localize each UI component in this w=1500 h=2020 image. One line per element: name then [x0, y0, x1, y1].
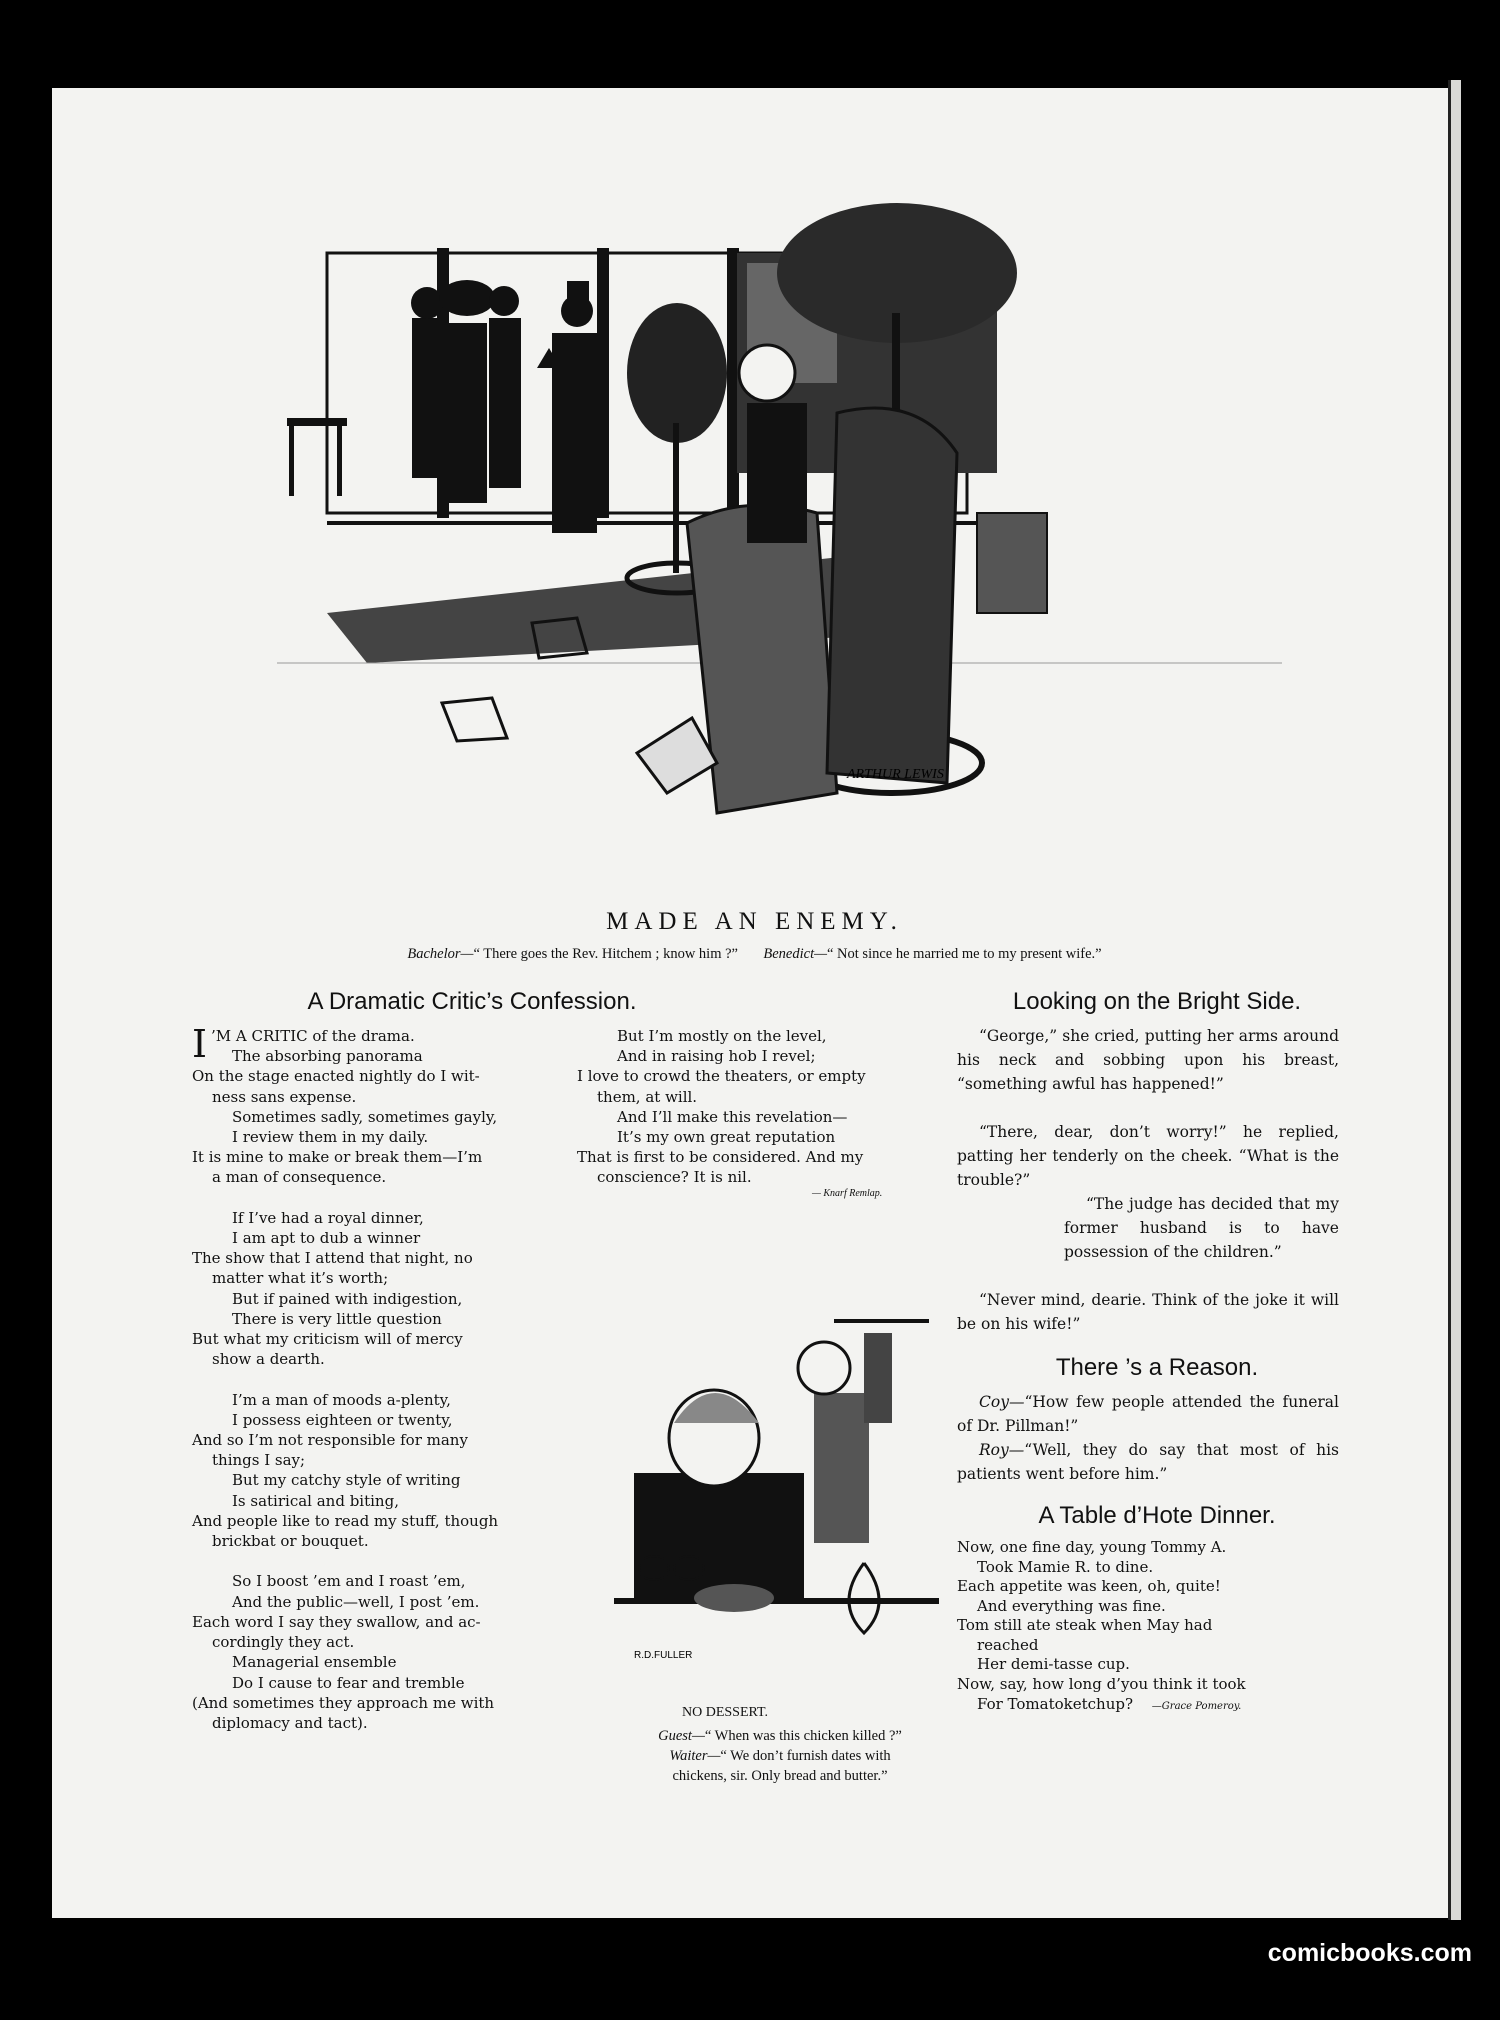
poem-col1-text: [192, 1189, 197, 1207]
poem-col1-line: [192, 1309, 492, 1329]
poem-col1-text: If I’ve had a royal dinner,: [232, 1208, 424, 1227]
dhote-text: Tom still ate steak when May had: [957, 1616, 1213, 1634]
line-bachelor: “ There goes the Rev. Hitchem ; know him ?”: [473, 946, 738, 962]
poem-col1-line: [192, 1147, 492, 1167]
poem-col1-line: [192, 1167, 492, 1187]
page-edge: [1448, 80, 1461, 1920]
dhote-text: Now, one fine day, young Tommy A.: [957, 1538, 1227, 1556]
table-dhote-title: A Table d’Hote Dinner.: [1038, 1502, 1276, 1529]
poem-col2-line: [577, 1066, 877, 1086]
dhote-text: And everything was fine.: [977, 1596, 1166, 1615]
poem-col1-text: Is satirical and biting,: [232, 1491, 399, 1510]
poem-col1-line: [192, 1713, 492, 1733]
poem-col2-line: [577, 1127, 877, 1147]
drop-cap: I: [192, 1022, 208, 1066]
poem-col1-line: [192, 1571, 492, 1591]
poem-col1-text: But my catchy style of writing: [232, 1471, 461, 1490]
poem-col1-line: [192, 1087, 492, 1107]
watermark: comicbooks.com: [1267, 1939, 1472, 1967]
poem-col1-text: So I boost ’em and I roast ’em,: [232, 1572, 466, 1591]
speaker-benedict: Benedict—: [763, 946, 827, 962]
poem-col1-text: I am apt to dub a winner: [232, 1229, 421, 1248]
poem-col1-text: brickbat or bouquet.: [212, 1532, 369, 1551]
poem-col1-text: cordingly they act.: [212, 1633, 355, 1652]
dhote-text: reached: [977, 1635, 1039, 1654]
dhote-line: [957, 1538, 1347, 1558]
poem-col2-text: conscience? It is nil.: [597, 1168, 752, 1187]
poem-col1-text: show a dearth.: [212, 1350, 325, 1369]
poem-col1-text: But if pained with indigestion,: [232, 1289, 463, 1308]
poem-col1-text: diplomacy and tact).: [212, 1713, 368, 1732]
poem-col1-text: And so I’m not responsible for many: [192, 1431, 468, 1450]
poem-signature: — Knarf Remlap.: [812, 1188, 883, 1199]
poem-col1-line: [192, 1592, 492, 1612]
poem-col1-line: [192, 1127, 492, 1147]
dhote-line: [957, 1597, 1347, 1617]
poem-col1-line: [192, 1046, 492, 1066]
poem-col2-line: [577, 1046, 877, 1066]
bright-side-p1: “George,” she cried, putting her arms around his neck and sobbing upon his breast, “something awful has happened!”: [957, 1027, 1339, 1093]
poem-col1-line: [192, 1066, 492, 1086]
poem-col1-text: a man of consequence.: [212, 1168, 387, 1187]
poem-col2-text: And I’ll make this revelation—: [617, 1107, 848, 1126]
poem-col2-text: But I’m mostly on the level,: [617, 1027, 827, 1045]
speaker-bachelor: Bachelor—: [407, 946, 474, 962]
poem-col2-line: [577, 1026, 877, 1046]
poem-col1-text: The show that I attend that night, no: [192, 1249, 473, 1268]
poem-col1-text: Do I cause to fear and tremble: [232, 1673, 465, 1692]
poem-col1-line: [192, 1289, 492, 1309]
poem-col1-line: [192, 1652, 492, 1672]
poem-col1-line: [192, 1470, 492, 1490]
poem-col1-text: things I say;: [212, 1451, 306, 1470]
dhote-text: Each appetite was keen, oh, quite!: [957, 1577, 1221, 1595]
dhote-line: [957, 1675, 1347, 1695]
dhote-line: [957, 1655, 1347, 1675]
mid-illustration-signature: R.D.FULLER: [634, 1650, 693, 1661]
poem-col1-text: It is mine to make or break them—I’m: [192, 1148, 483, 1167]
poem-col1-line: [192, 1491, 492, 1511]
poem-col1-text: Each word I say they swallow, and ac-: [192, 1612, 481, 1631]
speaker-roy: Roy—: [979, 1441, 1025, 1459]
table-dhote-signature: —Grace Pomeroy.: [1151, 1701, 1242, 1712]
mid-cartoon-title: NO DESSERT.: [682, 1705, 769, 1720]
dhote-text: Took Mamie R. to dine.: [977, 1557, 1154, 1576]
mid-cartoon-caption: [600, 1726, 960, 1786]
poem-col2-text: I love to crowd the theaters, or empty: [577, 1067, 866, 1086]
illustration-signature: ARTHUR LEWIS: [847, 767, 944, 782]
poem-column-1: [192, 1022, 499, 1733]
poem-col1-line: [192, 1410, 492, 1430]
dhote-line: [957, 1636, 1347, 1656]
cartoon-title: MADE AN ENEMY.: [606, 908, 903, 935]
dhote-line: [957, 1577, 1347, 1597]
line-roy: “Well, they do say that most of his patients went before him.”: [957, 1441, 1339, 1483]
cartoon-caption: [52, 946, 1457, 963]
made-an-enemy-illustration: [277, 193, 1282, 888]
poem-col2-line: [577, 1167, 877, 1187]
no-dessert-illustration: [614, 1313, 939, 1698]
poem-col2-line: [577, 1087, 877, 1107]
line-guest: “ When was this chicken killed ?”: [704, 1728, 902, 1744]
poem-col1-line: [192, 1369, 492, 1389]
poem-col2-text: them, at will.: [597, 1087, 698, 1106]
poem-col1-line: [192, 1248, 492, 1268]
reason-title: There ’s a Reason.: [1055, 1354, 1259, 1381]
poem-col2-text: It’s my own great reputation: [617, 1128, 836, 1147]
poem-col1-text: matter what it’s worth;: [212, 1269, 389, 1288]
poem-col1-text: ness sans expense.: [212, 1087, 357, 1106]
poem-col1-line: [192, 1430, 492, 1450]
poem-col1-text: Sometimes sadly, sometimes gayly,: [232, 1107, 498, 1126]
speaker-guest: Guest—: [658, 1728, 705, 1744]
poem-col1-line: [192, 1531, 492, 1551]
poem-col2-line: [577, 1107, 877, 1127]
poem-col1-line: [192, 1632, 492, 1652]
table-dhote-last-line: For Tomatoketchup?: [977, 1695, 1134, 1713]
table-dhote-verse: [957, 1538, 1347, 1694]
poem-col1-line: [192, 1390, 492, 1410]
poem-col1-line: [192, 1612, 492, 1632]
dhote-line: [957, 1558, 1347, 1578]
poem-col1-line: [192, 1188, 492, 1208]
poem-col2-text: And in raising hob I revel;: [617, 1047, 816, 1066]
line-waiter: “ We don’t furnish dates with: [720, 1748, 891, 1764]
poem-col1-text: I possess eighteen or twenty,: [232, 1410, 453, 1429]
reason-coy: [957, 1390, 1339, 1438]
magazine-page: [52, 88, 1457, 1918]
bright-side-p2: “There, dear, don’t worry!” he replied, patting her tenderly on the cheek. “What is the trouble?”: [957, 1123, 1339, 1189]
poem-col1-text: And people like to read my stuff, though: [192, 1511, 499, 1530]
poem-col1-line: [192, 1673, 492, 1693]
poem-col1-line: [192, 1693, 495, 1713]
poem-col1-text: Managerial ensemble: [232, 1653, 397, 1672]
poem-col1-line: [192, 1329, 492, 1349]
poem-col1-line: [192, 1349, 492, 1369]
poem-col1-line: [192, 1450, 492, 1470]
line-benedict: “ Not since he married me to my present wife.”: [827, 946, 1102, 962]
poem-col2-line: [577, 1147, 877, 1167]
line-waiter-cont: chickens, sir. Only bread and butter.”: [672, 1768, 888, 1784]
bright-side-title: Looking on the Bright Side.: [1012, 988, 1302, 1015]
poem-col1-line: [192, 1107, 498, 1127]
poem-col1-text: (And sometimes they approach me with: [192, 1693, 495, 1712]
poem-column-2: [577, 1026, 877, 1188]
line-coy: “How few people attended the funeral of Dr. Pillman!”: [957, 1393, 1339, 1435]
table-dhote-last: [977, 1694, 1357, 1717]
poem-col1-text: The absorbing panorama: [232, 1047, 423, 1066]
poem-col1-line: [192, 1268, 492, 1288]
dhote-text: Her demi-tasse cup.: [977, 1655, 1130, 1673]
poem-col1-line: [192, 1511, 499, 1531]
poem-col1-text: [192, 1370, 197, 1388]
poem-col1-line: [192, 1551, 492, 1571]
poem-col1-text: But what my criticism will of mercy: [192, 1330, 463, 1349]
poem-col1-line: [192, 1208, 492, 1228]
poem-col1-text: And the public—well, I post ’em.: [232, 1592, 480, 1611]
poem-col1-line: [192, 1228, 492, 1248]
poem-col1-text: ’M A CRITIC of the drama.: [211, 1027, 415, 1045]
poem-col1-text: I review them in my daily.: [232, 1128, 429, 1147]
poem-title: A Dramatic Critic’s Confession.: [307, 988, 637, 1015]
poem-col1-text: [192, 1552, 197, 1570]
poem-col1-text: I’m a man of moods a-plenty,: [232, 1390, 451, 1409]
dhote-text: Now, say, how long d’you think it took: [957, 1674, 1246, 1693]
bright-side-p4: “Never mind, dearie. Think of the joke it will be on his wife!”: [957, 1291, 1339, 1333]
speaker-coy: Coy—: [979, 1393, 1025, 1411]
poem-col2-text: That is first to be considered. And my: [577, 1148, 864, 1167]
speaker-waiter: Waiter—: [669, 1748, 721, 1764]
reason-roy: [957, 1438, 1339, 1486]
bright-side-p3: “The judge has decided that my former husband is to have possession of the children.”: [1064, 1195, 1339, 1261]
poem-col1-text: On the stage enacted nightly do I wit-: [192, 1067, 480, 1086]
dhote-line: [957, 1616, 1347, 1636]
poem-col1-text: There is very little question: [232, 1309, 442, 1328]
